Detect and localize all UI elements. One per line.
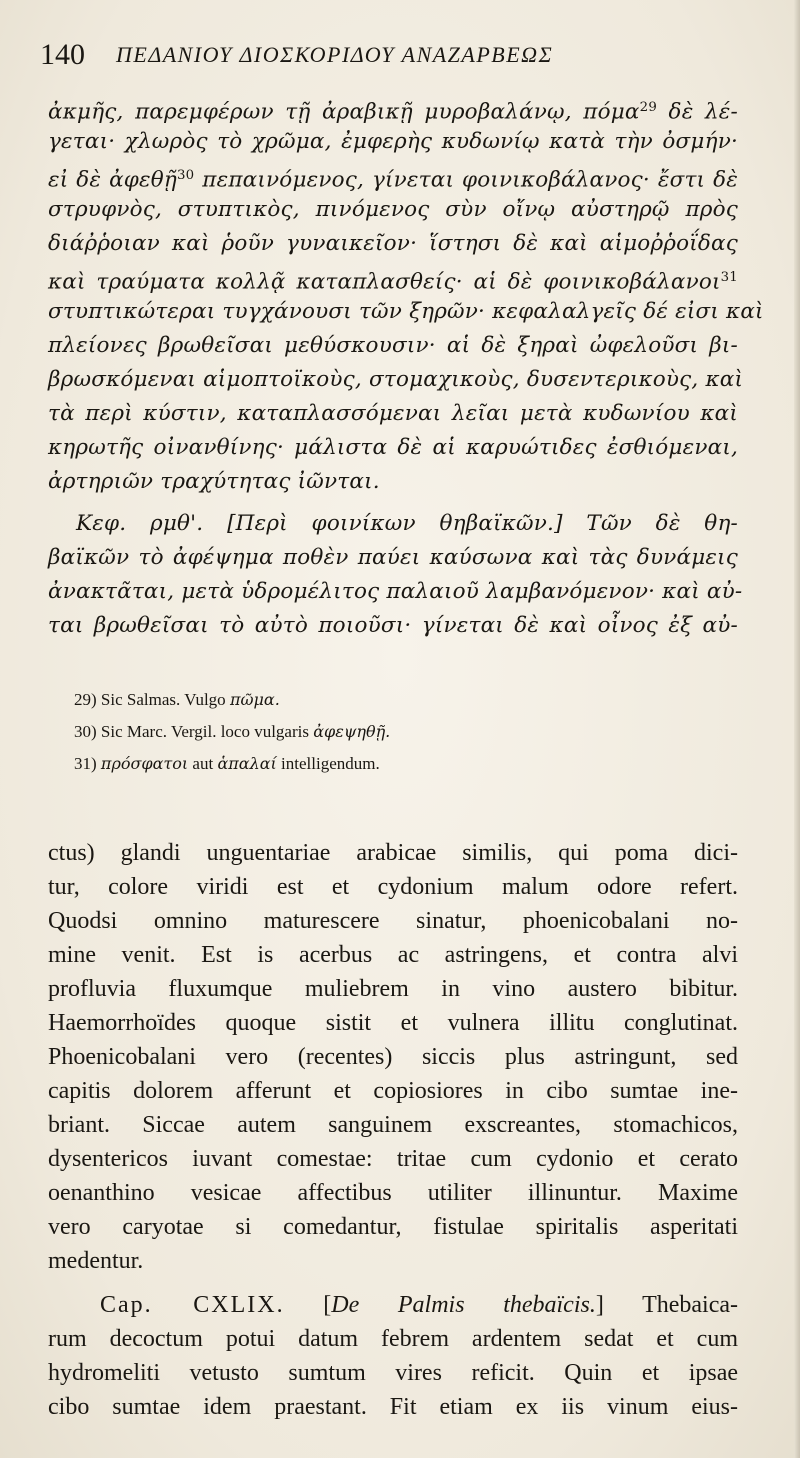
greek-line: εἰ δὲ ἀφεθῇ$^{30}$ πεπαινόμενος, γίνεται φοινικοβάλανος· ἔστι δὲ <box>48 167 738 193</box>
greek-line: καὶ τραύματα κολλᾷ καταπλασθείς· αἱ δὲ φοινικοβάλανοι$^{31}$ <box>48 269 738 295</box>
latin-line: dysentericos iuvant comestae: tritae cum cydonio et cerato <box>48 1146 738 1172</box>
latin-line: mine venit. Est is acerbus ac astringens, et contra alvi <box>48 942 738 968</box>
latin-line: Haemorrhoïdes quoque sistit et vulnera illitu conglutinat. <box>48 1010 738 1036</box>
footnote: 30) Sic Marc. Vergil. loco vulgaris ἀφεψηθῇ. <box>74 722 391 741</box>
footnote-number: 31) <box>74 754 97 773</box>
running-title: ΠΕΔΑΝΙΟΥ ΔΙΟΣΚΟΡΙΔΟΥ ΑΝΑΖΑΡΒΕΩΣ <box>116 42 554 67</box>
latin-line: cibo sumtae idem praestant. Fit etiam ex iis vinum eius- <box>48 1394 738 1420</box>
footnote-ref: 31 <box>720 270 738 285</box>
footnote: 31) πρόσφατοι aut ἁπαλαί intelligendum. <box>74 754 380 773</box>
latin-line: rum decoctum potui datum febrem ardentem sedat et cum <box>48 1326 738 1352</box>
footnote: 29) Sic Salmas. Vulgo πῶμα. <box>74 690 280 709</box>
footnote-number: 30) <box>74 722 97 741</box>
latin-line: vero caryotae si comedantur, fistulae spiritalis asperitati <box>48 1214 738 1240</box>
page-header <box>40 38 760 74</box>
latin-line: briant. Siccae autem sanguinem exscreantes, stomachicos, <box>48 1112 738 1138</box>
latin-line: capitis dolorem afferunt et copiosiores in cibo sumtae ine- <box>48 1078 738 1104</box>
latin-line: oenanthino vesicae affectibus utiliter illinuntur. Maxime <box>48 1180 738 1206</box>
latin-line: medentur. <box>48 1248 144 1274</box>
chapter-title: De Palmis thebaïcis. <box>331 1292 596 1318</box>
book-page: 140 ΠΕΔΑΝΙΟΥ ΔΙΟΣΚΟΡΙΔΟΥ ΑΝΑΖΑΡΒΕΩΣ ἀκμῆς, παρεμφέρων τῇ ἀραβικῇ μυροβαλάνῳ, πόμα$^{29}$ δὲ λέ- γεται· χλωρὸς τὸ χρῶμα, ἐμφερὴς κυδωνίῳ κατὰ τὴν ὀσμήν· εἰ δὲ ἀφεθῇ$^{30}$ πεπαινόμενος, γίνεται φοινικοβάλανος· ἔστι δὲ στρυφνὸς, στυπτικὸς, πινόμενος σὺν οἴνῳ αὐστηρῷ πρὸς διάῤῥοιαν καὶ ῥοῦν γυναικεῖον· ἵστησι δὲ καὶ αἱμοῤῥοΐδας καὶ τραύματα κολλᾷ καταπλασθείς· αἱ δὲ φοινικοβάλανοι$^{31}$ στυπτικώτεραι τυγχάνουσι τῶν ξηρῶν· κεφαλαλγεῖς δέ εἰσι καὶ πλείονες βρωθεῖσαι μεθύσκουσιν· αἱ δὲ ξηραὶ ὠφελοῦσι βι- βρωσκόμεναι αἱμοπτοϊκοὺς, στομαχικοὺς, δυσεντερικοὺς, καὶ τὰ περὶ κύστιν, καταπλασσόμεναι λεῖαι μετὰ κυδωνίου καὶ κηρωτῆς οἰνανθίνης· μάλιστα δὲ αἱ καρυώτιδες ἐσθιόμεναι, ἀρτηριῶν τραχύτητας ἰῶνται. Κεφ. ρμθ'. [Περὶ φοινίκων θηβαϊκῶν.] Τῶν δὲ θη- βαϊκῶν τὸ ἀφέψημα ποθὲν παύει καύσωνα καὶ τὰς δυνάμεις ἀνακτᾶται, μετὰ ὑδρομέλιτος παλαιοῦ λαμβανόμενον· καὶ αὐ- ται βρωθεῖσαι τὸ αὐτὸ ποιοῦσι· γίνεται δὲ καὶ οἶνος ἐξ αὐ- 29) Sic Salmas. Vulgo πῶμα. 30) Sic Marc. Vergil. loco vulgaris ἀφεψηθῇ. 31) πρόσφατοι aut ἁπαλαί intelligendum. ctus) glandi unguentariae arabicae similis, qui poma dici- tur, colore viridi est et cydonium malum odore refert. Quodsi omnino maturescere sinatur, phoenicobalani no- mine venit. Est is acerbus ac astringens, et contra alvi profluvia fluxumque muliebrem in vino austero bibitur. Haemorrhoïdes quoque sistit et vulnera illitu conglutinat. Phoenicobalani vero (recentes) siccis plus astringunt, sed capitis dolorem afferunt et copiosiores in cibo sumtae ine- briant. Siccae autem sanguinem exscreantes, stomachicos, dysentericos iuvant comestae: tritae cum cydonio et cerato oenanthino vesicae affectibus utiliter illinuntur. Maxime vero caryotae si comedantur, fistulae spiritalis asperitati medentur. Cap. CXLIX. [De Palmis thebaïcis.] Thebaica- rum decoctum potui datum febrem ardentem sedat et cum hydromeliti vetusto sumtum vires reficit. Quin et ipsae cibo sumtae idem praestant. Fit etiam ex iis vinum eius- <box>0 0 800 1458</box>
greek-line: ἀκμῆς, παρεμφέρων τῇ ἀραβικῇ μυροβαλάνῳ, πόμα$^{29}$ δὲ λέ- <box>48 99 739 125</box>
footnote-ref: 29 <box>639 100 658 115</box>
latin-line: profluvia fluxumque muliebrem in vino austero bibitur. <box>48 976 738 1002</box>
chapter-label: Cap. CXLIX. <box>100 1292 285 1318</box>
latin-line: Phoenicobalani vero (recentes) siccis plus astringunt, sed <box>48 1044 738 1070</box>
footnote-number: 29) <box>74 690 97 709</box>
page-edge-shadow <box>794 0 800 1458</box>
latin-line: tur, colore viridi est et cydonium malum odore refert. <box>48 874 738 900</box>
latin-line: Quodsi omnino maturescere sinatur, phoenicobalani no- <box>48 908 738 934</box>
latin-line: ctus) glandi unguentariae arabicae similis, qui poma dici- <box>48 840 738 866</box>
footnote-ref: 30 <box>177 168 195 183</box>
chapter-heading-line: Cap. CXLIX. [De Palmis thebaïcis.] Thebaica- <box>100 1292 738 1318</box>
latin-line: hydromeliti vetusto sumtum vires reficit. Quin et ipsae <box>48 1360 738 1386</box>
page-number: 140 <box>40 38 85 71</box>
